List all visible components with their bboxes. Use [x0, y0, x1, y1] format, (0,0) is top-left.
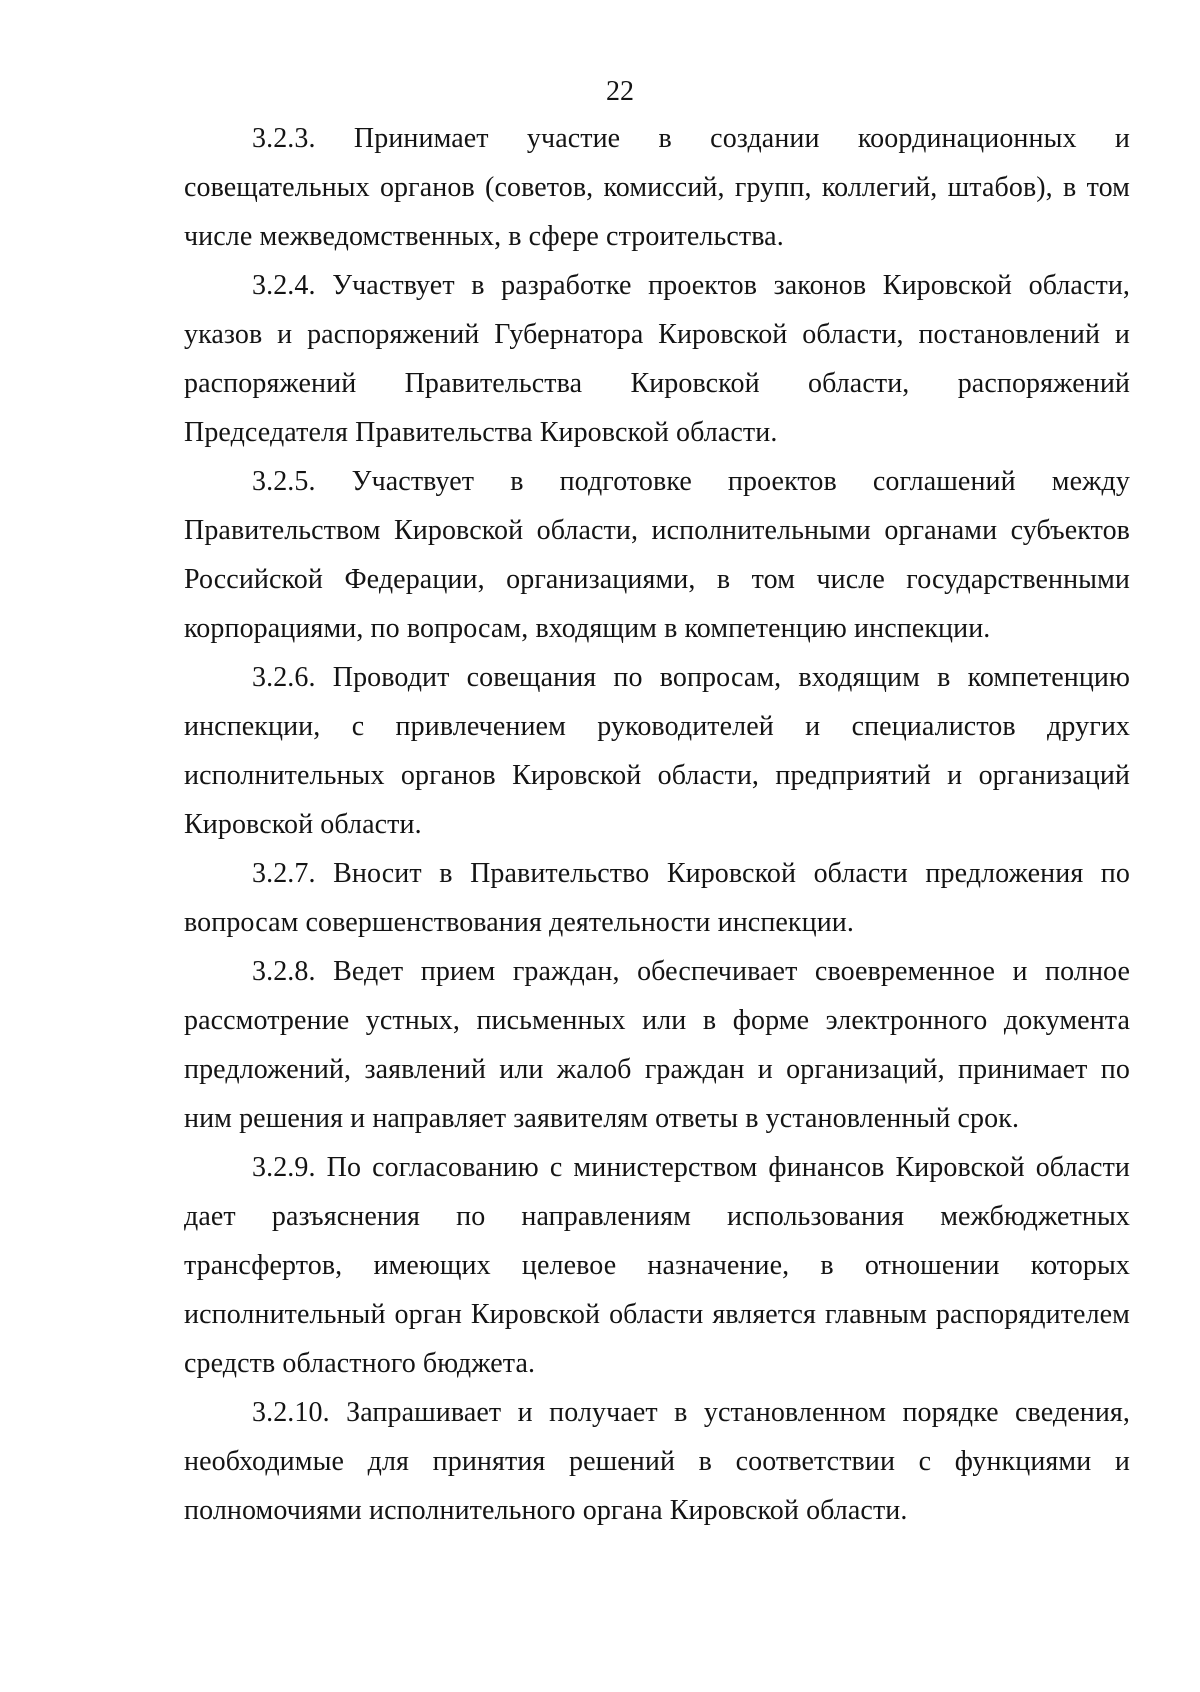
- paragraph-3-2-8: 3.2.8. Ведет прием граждан, обеспечивает своевременное и полное рассмотрение устных, письменных или в форме электронного документа предложений, заявлений или жалоб граждан и организаций, принимает по ним решения и направляет заявителям ответы в установленный срок.: [184, 956, 1130, 1134]
- paragraph-3-2-5: 3.2.5. Участвует в подготовке проектов соглашений между Правительством Кировской области, исполнительными органами субъектов Российской Федерации, организациями, в том числе государственными корпорациями, по вопросам, входящим в компетенцию инспекции.: [184, 466, 1130, 644]
- paragraph-3-2-3: 3.2.3. Принимает участие в создании координационных и совещательных органов (советов, комиссий, групп, коллегий, штабов), в том числе межведомственных, в сфере строительства.: [184, 123, 1130, 252]
- paragraph-3-2-10: 3.2.10. Запрашивает и получает в установленном порядке сведения, необходимые для принятия решений в соответствии с функциями и полномочиями исполнительного органа Кировской области.: [184, 1397, 1130, 1526]
- document-body: [184, 114, 1130, 1535]
- paragraph-3-2-4: 3.2.4. Участвует в разработке проектов законов Кировской области, указов и распоряжений Губернатора Кировской области, постановлений и распоряжений Правительства Кировской области, распоряжений Председателя Правительства Кировской области.: [184, 270, 1130, 448]
- paragraph-3-2-6: 3.2.6. Проводит совещания по вопросам, входящим в компетенцию инспекции, с привлечением руководителей и специалистов других исполнительных органов Кировской области, предприятий и организаций Кировской области.: [184, 662, 1130, 840]
- paragraph-3-2-7: 3.2.7. Вносит в Правительство Кировской области предложения по вопросам совершенствования деятельности инспекции.: [184, 858, 1130, 938]
- page-number: 22: [606, 76, 634, 107]
- paragraph-3-2-9: 3.2.9. По согласованию с министерством финансов Кировской области дает разъяснения по направлениям использования межбюджетных трансфертов, имеющих целевое назначение, в отношении которых исполнительный орган Кировской области является главным распорядителем средств областного бюджета.: [184, 1152, 1130, 1379]
